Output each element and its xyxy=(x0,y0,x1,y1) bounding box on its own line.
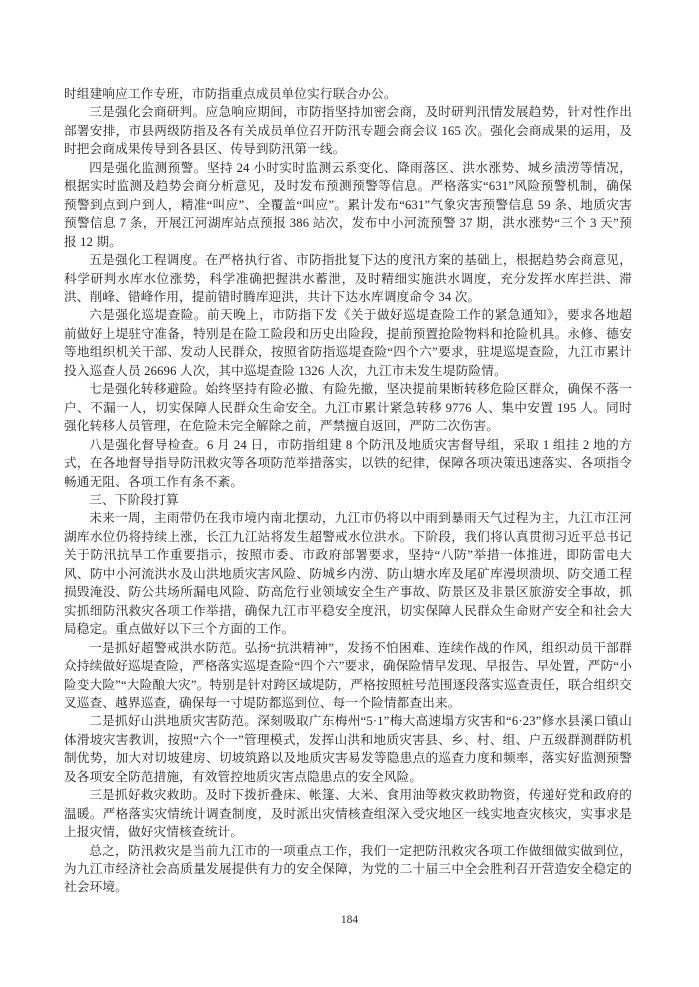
document-body xyxy=(64,85,632,897)
paragraph-next-week-outlook: 未来一周，主雨带仍在我市境内南北摆动，九江市仍将以中雨到暴雨天气过程为主，九江市江河湖库水位仍将持续上涨，长江九江站将发生超警戒水位洪水。下阶段，我们将认真贯彻习近平总书记关于防汛抗旱工作重要指示，按照市委、市政府部署要求，坚持“八防”举措一体推进，即防雷电大风、防中小河流洪水及山洪地质灾害风险、防城乡内涝、防山塘水库及尾矿库漫坝溃坝、防交通工程损毁淹没、防公共场所漏电风险、防高危行业领域安全生产事故、防景区及非景区旅游安全事故，抓实抓细防汛救灾各项工作举措，确保九江市平稳安全度汛，切实保障人民群众生命财产安全和社会大局稳定。重点做好以下三个方面的工作。 xyxy=(64,511,632,637)
paragraph-project-dispatch: 五是强化工程调度。在严格执行省、市防指批复下达的度汛方案的基础上，根据趋势会商意见，科学研判水库水位涨势，科学准确把握洪水蓄泄，及时精细实施洪水调度，充分发挥水库拦洪、滞洪、削峰、错峰作用，提前错时腾库迎洪，共计下达水库调度命令 34 次。 xyxy=(64,253,632,304)
paragraph-monitoring-warning: 四是强化监测预警。坚持 24 小时实时监测云系变化、降雨落区、洪水涨势、城乡渍涝等情况，根据实时监测及趋势会商分析意见，及时发布预测预警等信息。严格落实“631”风险预警机制，确保预警到点到户到人，精准“叫应”、全覆盖“叫应”。累计发布“631”气象灾害预警信息 59 条、地质灾害预警信息 7 条，开展江河湖库站点预报 386 站次，发布中小河流预警 37 期，洪水涨势“三个 3 天”预报 12 期。 xyxy=(64,160,632,249)
paragraph-disaster-relief: 三是抓好救灾救助。及时下拨折叠床、帐篷、大米、食用油等救灾救助物资，传递好党和政府的温暖。严格落实灾情统计调查制度，及时派出灾情核查组深入受灾地区一线实地查灾核灾，实事求是上报灾情，做好灾情核查统计。 xyxy=(64,788,632,840)
paragraph-conclusion: 总之，防汛救灾是当前九江市的一项重点工作，我们一定把防汛救灾各项工作做细做实做到位，为九江市经济社会高质量发展提供有力的安全保障，为党的二十届三中全会胜利召开营造安全稳定的社会环境。 xyxy=(64,843,632,895)
paragraph-consultation-analysis: 三是强化会商研判。应急响应期间，市防指坚持加密会商，及时研判汛情发展趋势，针对性作出部署安排，市县两级防指及各有关成员单位召开防汛专题会商会议 165 次。强化会商成果的运用，及时把会商成果传导到各县区、传导到防汛第一线。 xyxy=(64,105,632,157)
paragraph-flood-prevention: 一是抓好超警戒洪水防范。弘扬“抗洪精神”，发扬不怕困难、连续作战的作风，组织动员干部群众持续做好巡堤查险，严格落实巡堤查险“四个六”要求，确保险情早发现、早报告、早处置，严防“小险变大险”“大险酿大灾”。特别是针对跨区域堤防，严格按照桩号范围逐段落实巡查责任，联合组织交叉巡查、越界巡查，确保每一寸堤防都巡到位、每一个险情都查出来。 xyxy=(64,640,632,710)
page-number: 184 xyxy=(340,914,359,926)
paragraph-supervision-inspection: 八是强化督导检查。6 月 24 日，市防指组建 8 个防汛及地质灾害督导组，采取 1 组挂 2 地的方式，在各地督导指导防汛救灾等各项防范举措落实，以铁的纪律，保障各项决策迅速落实、各项指令畅通无阻、各项工作有条不紊。 xyxy=(64,437,632,489)
paragraph-evacuation-risk-avoidance: 七是强化转移避险。始终坚持有险必撤、有险先撤，坚决提前果断转移危险区群众，确保不落一户、不漏一人，切实保障人民群众生命安全。九江市累计紧急转移 9776 人、集中安置 195 人。同时强化转移人员管理，在危险未完全解除之前，严禁擅自返回，严防二次伤害。 xyxy=(64,382,632,434)
paragraph-dike-patrol-inspection: 六是强化巡堤查险。前天晚上，市防指下发《关于做好巡堤查险工作的紧急通知》，要求各地超前做好上堤驻守准备，特别是在险工险段和历史出险段，提前预置抢险物料和抢险机具。永修、德安等地组织机关干部、发动人民群众，按照省防指巡堤查险“四个六”要求，驻堤巡堤查险，九江市累计投入巡查人员 26696 人次，其中巡堤查险 1326 人次，九江市未发生堤防险情。 xyxy=(64,308,632,378)
paragraph-geohazard-prevention: 二是抓好山洪地质灾害防范。深刻吸取广东梅州“5·1”梅大高速塌方灾害和“6·23”修水县溪口镇山体滑坡灾害教训，按照“六个一”管理模式，发挥山洪和地质灾害县、乡、村、组、户五级群测群防机制优势，加大对切坡建房、切坡筑路以及地质灾害易发等隐患点的巡查力度和频率，落实好监测预警及各项安全防范措施，有效管控地质灾害点隐患点的安全风险。 xyxy=(64,714,632,784)
paragraph-continuation: 时组建响应工作专班，市防指重点成员单位实行联合办公。 xyxy=(64,87,397,101)
section-heading-next-stage: 三、下阶段打算 xyxy=(89,492,179,507)
